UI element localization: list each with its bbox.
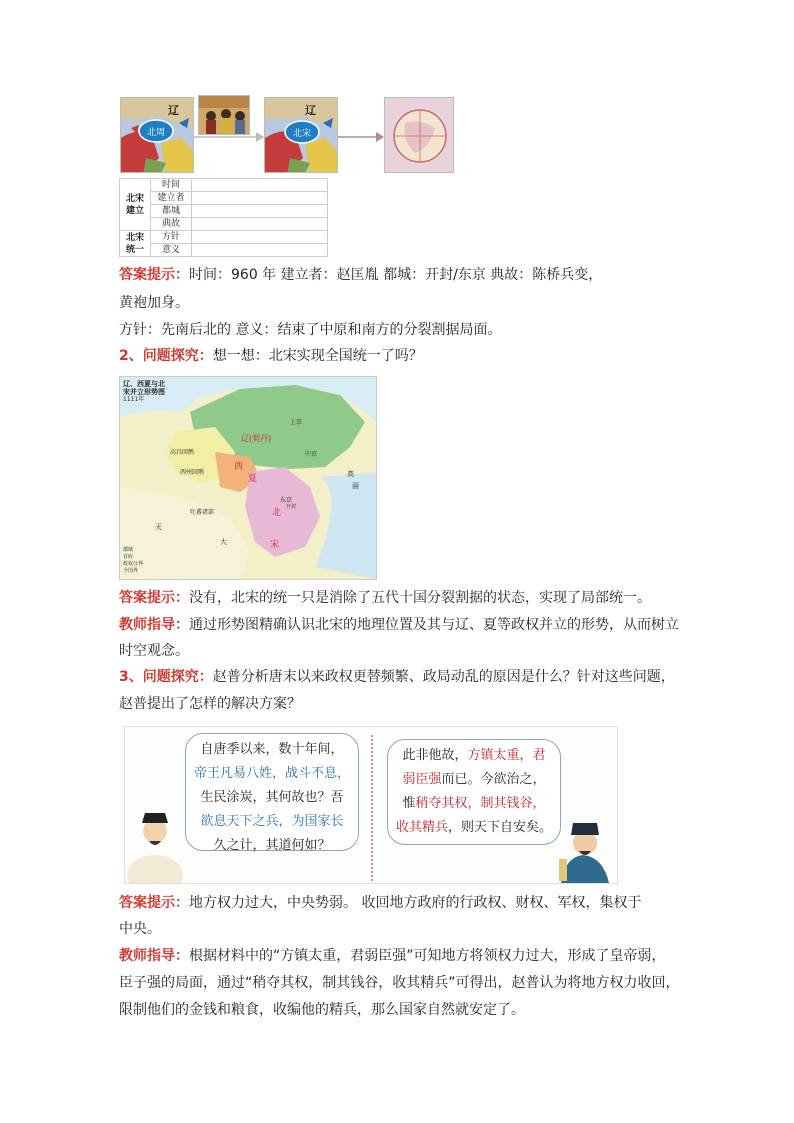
map-legend: [123, 547, 143, 575]
beisong-table: [119, 178, 328, 257]
table-row-label: 时间: [151, 179, 192, 192]
map-label-li: 丽: [352, 482, 359, 490]
guide-2-line-1: [119, 614, 679, 636]
map-label-gao: 高: [347, 470, 354, 478]
emperor-figure: [125, 805, 185, 883]
table-cell-blank: [192, 244, 328, 257]
dialogue-illustration: [124, 726, 618, 884]
answer-3-line-1: [119, 892, 641, 914]
answer-1-line-2: 黄袍加身。: [119, 295, 189, 311]
question-3-line-1: [119, 666, 675, 688]
map-label-tubo: 吐蕃诸部: [190, 509, 215, 516]
guide-label: 教师指导：: [119, 617, 189, 633]
chenqiao-painting: [198, 95, 250, 135]
map-label-kaifeng: 开封: [286, 504, 297, 510]
question-2-text: 想一想：北宋实现全国统一了吗？: [212, 348, 423, 364]
answer-2: [119, 587, 651, 609]
map-label-tian: 天: [155, 523, 162, 531]
legend-item: 首府: [123, 554, 134, 560]
bubble-text: ，则天下自安矣。: [448, 820, 553, 835]
bubble-line: 自唐季以来，数十年间，: [200, 742, 344, 757]
answer-2-text: 没有，北宋的统一只是消除了五代十国分裂割据的状态，实现了局部统一。: [189, 590, 651, 606]
bubble-text: 而已。今欲治之，: [441, 772, 546, 787]
map-label-liao: 辽: [168, 104, 179, 117]
table-row-label: 意义: [151, 244, 192, 257]
table-row-label: 典故: [151, 218, 192, 231]
map-title-line-1: 辽、西夏与北: [123, 380, 165, 388]
map-label-beizhou: 北周: [147, 128, 166, 138]
map-label-shangjing: 上京: [290, 419, 303, 426]
guide-2-line-2: 时空观念。: [119, 643, 189, 659]
table-cell-blank: [192, 205, 328, 218]
bubble-line: [388, 792, 560, 816]
table-cell-blank: [192, 192, 328, 205]
arrow-2: [338, 130, 384, 144]
bubble-line: 帝王凡易八姓，战斗不息，: [193, 766, 350, 781]
question-3-line-2: 赵普提出了怎样的解决方案？: [119, 696, 301, 712]
map-label-song: 宋: [270, 540, 280, 550]
bubble-line: 生民涂炭，其何故也？吾: [200, 790, 344, 805]
bubble-highlight: 弱臣强: [402, 772, 442, 787]
table-cell-blank: [192, 179, 328, 192]
map-title: [123, 380, 165, 404]
legend-item: 今国界: [123, 568, 139, 574]
answer-label: 答案提示：: [119, 895, 189, 911]
map-label-liao: 辽: [305, 104, 316, 117]
table-cell-blank: [192, 218, 328, 231]
map-label-dongjing: 东京: [280, 497, 293, 504]
speech-bubble-zhaopu: [387, 739, 561, 845]
map-label-da: 大: [220, 538, 227, 546]
map-label-xizhou: 西州回鹘: [180, 469, 205, 476]
bubble-text: 惟: [402, 796, 416, 811]
answer-1-line-3: 方针：先南后北的 意义：结束了中原和南方的分裂割据局面。: [119, 322, 502, 338]
map-thumbnail-beisong: [264, 97, 338, 173]
legend-item: 都城: [123, 547, 134, 553]
answer-3-text: 地方权力过大，中央势弱。 收回地方政府的行政权、财权、军权，集权于: [189, 895, 642, 911]
bubble-text: 此非他故，: [402, 748, 468, 763]
arrow-1: [194, 130, 264, 144]
table-group-tongyi: 北宋统一: [120, 231, 151, 257]
dialogue-divider: [371, 735, 373, 881]
table-row-label: 方针: [151, 231, 192, 244]
map-thumbnail-beizhou: [120, 97, 194, 173]
map-label-bei: 北: [272, 508, 282, 518]
speech-bubble-emperor: [185, 733, 359, 851]
table-row-label: 都城: [151, 205, 192, 218]
guide-2-text: 通过形势图精确认识北宋的地理位置及其与辽、夏等政权并立的形势，从而树立: [189, 617, 679, 633]
answer-3-line-2: 中央。: [119, 921, 161, 937]
map-label-xi: 西: [234, 462, 244, 472]
question-label: 2、问题探究：: [119, 348, 213, 364]
bubble-highlight: 稍夺其权，制其钱谷，: [415, 796, 546, 811]
answer-label: 答案提示：: [119, 267, 189, 283]
question-3-text: 赵普分析唐末以来政权更替频繁、政局动乱的原因是什么？针对这些问题，: [212, 669, 675, 685]
bubble-line: [388, 816, 560, 840]
bubble-highlight: 收其精兵: [395, 820, 448, 835]
bubble-line: 久之计，其道何如？: [213, 838, 331, 853]
table-row-label: 建立者: [151, 192, 192, 205]
bubble-line: [388, 744, 560, 768]
answer-1-text: 时间：960 年 建立者：赵匡胤 都城：开封/东京 典故：陈桥兵变，: [189, 267, 603, 283]
guide-label: 教师指导：: [119, 948, 189, 964]
map-label-beisong: 北宋: [293, 129, 312, 139]
liao-xixia-beisong-map: [119, 376, 377, 580]
guide-3-line-1: [119, 945, 666, 967]
guide-3-line-3: 限制他们的金钱和粮食，收编他的精兵，那么国家自然就安定了。: [119, 1002, 525, 1018]
answer-1-line-1: [119, 264, 602, 286]
map-label-liao-qidan: 辽(契丹): [241, 434, 272, 443]
map-label-xia: 夏: [248, 474, 258, 484]
map-title-line-2: 宋并立形势图: [123, 388, 165, 396]
map-unification-illustration: [385, 98, 454, 173]
question-2: [119, 345, 423, 367]
map-label-gaochang: 高昌回鹘: [170, 449, 195, 456]
table-cell-blank: [192, 231, 328, 244]
bubble-line: [388, 768, 560, 792]
legend-item: 政权分界: [123, 561, 144, 567]
zhaopu-figure: [551, 815, 615, 883]
table-group-jianli: 北宋建立: [120, 179, 151, 231]
bubble-highlight: 方镇太重，君: [467, 748, 546, 763]
map-year: 1111年: [123, 396, 145, 403]
guide-3-text: 根据材料中的“方镇太重，君弱臣强”可知地方将领权力过大，形成了皇帝弱，: [189, 948, 666, 964]
map-label-zhongjing: 中京: [305, 451, 318, 458]
guide-3-line-2: 臣子强的局面，通过“稍夺其权，制其钱谷，收其精兵”可得出，赵普认为将地方权力收回，: [119, 975, 680, 991]
map-thumbnail-unification: [384, 97, 454, 173]
question-label: 3、问题探究：: [119, 669, 213, 685]
answer-label: 答案提示：: [119, 590, 189, 606]
bubble-line: 欲息天下之兵，为国家长: [200, 814, 344, 829]
